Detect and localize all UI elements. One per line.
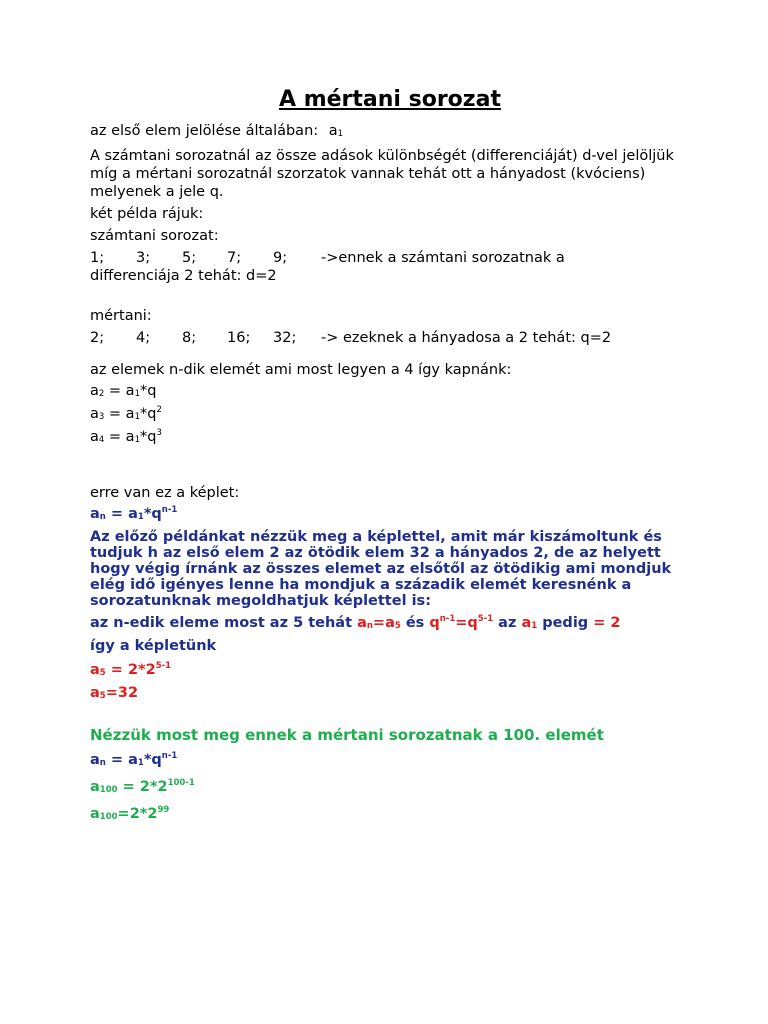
geom-label: mértani:	[90, 308, 152, 324]
equation-a2: $a_2 = a_1*q$	[90, 383, 157, 399]
arith-sequence-row	[90, 249, 690, 267]
geom-value: 8;	[182, 330, 197, 346]
igy-line: így a képletünk	[90, 638, 217, 654]
arith-value: 5;	[182, 250, 197, 266]
arith-label: számtani sorozat:	[90, 228, 219, 244]
document-page	[90, 80, 690, 825]
geom-sequence-row	[90, 329, 690, 347]
general-formula: $a_n = a_1*q^{n-1}$	[90, 505, 178, 522]
first-element-label: az első elem jelölése általában:	[90, 123, 319, 139]
arith-value: 7;	[227, 250, 242, 266]
first-element-symbol: $a_1$	[328, 123, 344, 139]
arith-value: 3;	[136, 250, 151, 266]
document-title: A mértani sorozat	[279, 87, 501, 112]
intro-paragraph: A számtani sorozatnál az össze adások különbségét (differenciáját) d-vel jelöljük míg a mértani sorozatnál szorzatok vannak tehát ott a hányadost (kvóciens) melyenek a jele q.	[90, 148, 674, 200]
hundred-calc: $a_{100} = 2*2^{100-1}$	[90, 778, 195, 795]
formula-intro: erre van ez a képlet:	[90, 485, 240, 501]
hundred-formula: $a_n = a_1*q^{n-1}$	[90, 751, 178, 768]
geom-value: 16;	[227, 330, 251, 346]
explanation-paragraph: Az előző példánkat nézzük meg a képlettel, amit már kiszámoltunk és tudjuk h az első elem 2 az ötödik elem 32 a hányados 2, de az helyett hogy végig írnánk az összes elemet az elsőtől az ötödikig ami mondjuk elég idő igényes lenne ha mondjuk a századik elemét keresnénk a sorozatunknak megoldhatjuk képlettel is:	[90, 529, 672, 609]
calc-a5-result: $a_5=32$	[90, 685, 139, 701]
geom-value: 32;	[273, 330, 297, 346]
equation-a4: $a_4 = a_1*q^3$	[90, 428, 162, 445]
equation-a3: $a_3 = a_1*q^2$	[90, 405, 162, 422]
nth-element-line: az n-edik eleme most az 5 tehát $a_n=a_5$ és $q^{n-1}=q^{5-1}$ az $a_1$ pedig = 2	[90, 614, 621, 631]
nth-intro: az elemek n-dik elemét ami most legyen a 4 így kapnánk:	[90, 362, 512, 378]
hundred-title: Nézzük most meg ennek a mértani sorozatnak a 100. elemét	[90, 726, 604, 744]
first-element-line	[90, 122, 690, 143]
arith-note-2: differenciája 2 tehát: d=2	[90, 268, 277, 284]
arith-note: ->ennek a számtani sorozatnak a	[321, 250, 565, 266]
hundred-result: $a_{100}=2*2^{99}$	[90, 805, 170, 822]
geom-value: 4;	[136, 330, 151, 346]
geom-note: -> ezeknek a hányadosa a 2 tehát: q=2	[321, 330, 612, 346]
calc-a5-formula: $a_5 = 2*2^{5-1}$	[90, 661, 172, 678]
arith-value: 9;	[273, 250, 288, 266]
arith-value: 1;	[90, 250, 105, 266]
geom-value: 2;	[90, 330, 105, 346]
two-examples-label: két példa rájuk:	[90, 206, 204, 222]
